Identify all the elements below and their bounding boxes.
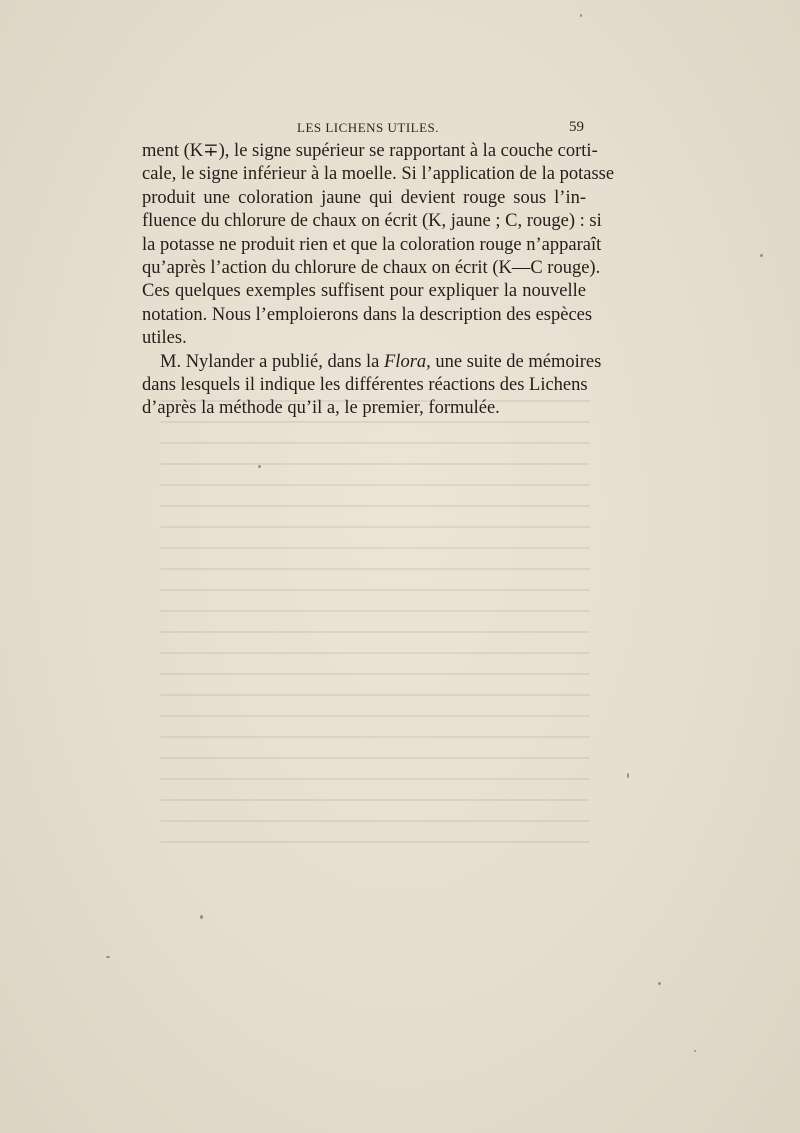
text-fragment: une suite de mémoires (430, 351, 602, 372)
bleed-through-texture (160, 400, 590, 880)
text-line: Ces quelques exemples suffisent pour expliquer la nouvelle (142, 281, 586, 302)
paper-speck (627, 773, 629, 778)
paper-speck (580, 14, 582, 17)
paper-speck (106, 956, 110, 958)
journal-title-italic: Flora, (384, 351, 431, 372)
text-line: la potasse ne produit rien et que la coloration rouge n’apparaît (142, 234, 602, 255)
paragraph-first-line (142, 351, 602, 374)
text-line: cale, le signe inférieur à la moelle. Si l’application de la potasse (142, 164, 615, 185)
text-line: dans lesquels il indique les différentes réactions des Lichens (142, 374, 588, 395)
paper-speck (760, 254, 763, 257)
text-line: utiles. (142, 328, 187, 349)
text-line: ment (K∓), le signe supérieur se rapportant à la couche corti- (142, 141, 598, 161)
text-line: d’après la méthode qu’il a, le premier, formulée. (142, 398, 500, 419)
paper-speck (658, 982, 661, 985)
paper-speck (200, 915, 203, 919)
text-line: notation. Nous l’emploierons dans la description des espèces (142, 304, 593, 325)
body-text (142, 140, 615, 421)
running-title: LES LICHENS UTILES. (297, 120, 440, 135)
page-number: 59 (569, 119, 584, 135)
running-head (0, 116, 800, 138)
text-line: qu’après l’action du chlorure de chaux on écrit (K—C rouge). (142, 257, 601, 278)
paper-speck (694, 1050, 696, 1052)
text-line: produit une coloration jaune qui devient rouge sous l’in- (142, 187, 586, 208)
text-fragment: M. Nylander a publié, dans la (160, 351, 384, 372)
paper-speck (258, 465, 261, 468)
text-line: fluence du chlorure de chaux on écrit (K, jaune ; C, rouge) : si (142, 211, 602, 232)
